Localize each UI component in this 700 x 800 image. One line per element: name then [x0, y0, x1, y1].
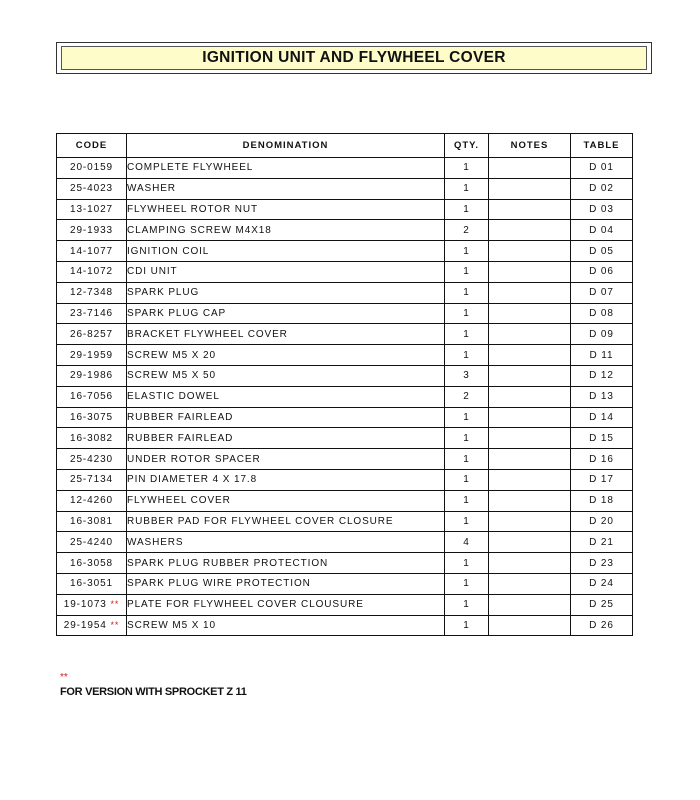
cell-code	[57, 469, 127, 490]
title-frame	[56, 42, 652, 74]
cell-code	[57, 407, 127, 428]
table-row	[57, 594, 633, 615]
code-value: 16-7056	[70, 391, 113, 403]
cell-qty: 2	[445, 220, 489, 241]
cell-denomination: SPARK PLUG	[127, 282, 445, 303]
cell-table: D 26	[571, 615, 633, 636]
cell-qty: 1	[445, 407, 489, 428]
code-value: 25-7134	[70, 474, 113, 486]
cell-qty: 3	[445, 365, 489, 386]
table-row	[57, 449, 633, 470]
cell-code	[57, 324, 127, 345]
version-marker: **	[110, 599, 120, 610]
table-row	[57, 199, 633, 220]
cell-code	[57, 303, 127, 324]
table-row	[57, 261, 633, 282]
code-value: 29-1986	[70, 370, 113, 382]
code-value: 12-4260	[70, 495, 113, 507]
cell-qty: 1	[445, 241, 489, 262]
cell-code	[57, 553, 127, 574]
code-value: 29-1954	[63, 619, 107, 631]
cell-qty: 1	[445, 573, 489, 594]
code-value: 25-4230	[70, 453, 113, 465]
cell-code	[57, 282, 127, 303]
cell-notes	[489, 573, 571, 594]
footnote-marker: **	[60, 672, 68, 683]
header-denomination: DENOMINATION	[127, 134, 445, 158]
cell-table: D 23	[571, 553, 633, 574]
cell-denomination: SPARK PLUG WIRE PROTECTION	[127, 573, 445, 594]
code-value: 29-1959	[70, 349, 113, 361]
cell-qty: 1	[445, 345, 489, 366]
code-value: 26-8257	[70, 328, 113, 340]
cell-denomination: SCREW M5 X 10	[127, 615, 445, 636]
cell-notes	[489, 407, 571, 428]
code-value: 19-1073	[63, 599, 107, 611]
cell-denomination: FLYWHEEL COVER	[127, 490, 445, 511]
cell-notes	[489, 282, 571, 303]
table-row	[57, 178, 633, 199]
cell-table: D 15	[571, 428, 633, 449]
table-row	[57, 158, 633, 179]
code-value: 23-7146	[70, 307, 113, 319]
cell-table: D 21	[571, 532, 633, 553]
code-value: 16-3075	[70, 411, 113, 423]
code-value: 16-3082	[70, 432, 113, 444]
cell-code	[57, 511, 127, 532]
cell-notes	[489, 490, 571, 511]
header-table: TABLE	[571, 134, 633, 158]
cell-table: D 13	[571, 386, 633, 407]
header-qty: QTY.	[445, 134, 489, 158]
cell-code	[57, 449, 127, 470]
cell-table: D 17	[571, 469, 633, 490]
table-row	[57, 324, 633, 345]
cell-notes	[489, 511, 571, 532]
cell-code	[57, 220, 127, 241]
cell-code	[57, 532, 127, 553]
version-marker: **	[110, 619, 120, 630]
cell-notes	[489, 178, 571, 199]
cell-table: D 02	[571, 178, 633, 199]
cell-qty: 2	[445, 386, 489, 407]
cell-notes	[489, 365, 571, 386]
cell-code	[57, 158, 127, 179]
table-header-row	[57, 134, 633, 158]
cell-code	[57, 199, 127, 220]
code-value: 20-0159	[70, 162, 113, 174]
cell-table: D 16	[571, 449, 633, 470]
cell-notes	[489, 469, 571, 490]
table-row	[57, 220, 633, 241]
cell-table: D 24	[571, 573, 633, 594]
cell-table: D 05	[571, 241, 633, 262]
table-row	[57, 615, 633, 636]
cell-table: D 08	[571, 303, 633, 324]
cell-table: D 04	[571, 220, 633, 241]
cell-qty: 1	[445, 469, 489, 490]
code-value: 14-1077	[70, 245, 113, 257]
cell-code	[57, 365, 127, 386]
cell-denomination: PIN DIAMETER 4 X 17.8	[127, 469, 445, 490]
cell-qty: 1	[445, 490, 489, 511]
cell-denomination: RUBBER PAD FOR FLYWHEEL COVER CLOSURE	[127, 511, 445, 532]
cell-denomination: WASHERS	[127, 532, 445, 553]
table-row	[57, 511, 633, 532]
code-value: 16-3081	[70, 515, 113, 527]
cell-notes	[489, 220, 571, 241]
table-row	[57, 407, 633, 428]
cell-qty: 1	[445, 324, 489, 345]
cell-notes	[489, 345, 571, 366]
cell-denomination: IGNITION COIL	[127, 241, 445, 262]
cell-denomination: RUBBER FAIRLEAD	[127, 407, 445, 428]
table-row	[57, 532, 633, 553]
code-value: 16-3058	[70, 557, 113, 569]
cell-code	[57, 615, 127, 636]
cell-code	[57, 345, 127, 366]
cell-denomination: CDI UNIT	[127, 261, 445, 282]
code-value: 14-1072	[70, 266, 113, 278]
table-row	[57, 428, 633, 449]
table-row	[57, 303, 633, 324]
cell-notes	[489, 532, 571, 553]
cell-qty: 1	[445, 449, 489, 470]
code-value: 25-4240	[70, 536, 113, 548]
cell-notes	[489, 428, 571, 449]
cell-denomination: SCREW M5 X 50	[127, 365, 445, 386]
cell-qty: 1	[445, 199, 489, 220]
cell-notes	[489, 241, 571, 262]
cell-code	[57, 573, 127, 594]
cell-denomination: PLATE FOR FLYWHEEL COVER CLOUSURE	[127, 594, 445, 615]
cell-qty: 1	[445, 158, 489, 179]
cell-table: D 03	[571, 199, 633, 220]
cell-code	[57, 428, 127, 449]
cell-notes	[489, 553, 571, 574]
cell-table: D 06	[571, 261, 633, 282]
cell-code	[57, 594, 127, 615]
cell-qty: 1	[445, 615, 489, 636]
table-row	[57, 553, 633, 574]
table-row	[57, 365, 633, 386]
footnote-text: FOR VERSION WITH SPROCKET Z 11	[60, 686, 247, 698]
cell-code	[57, 261, 127, 282]
cell-notes	[489, 449, 571, 470]
cell-notes	[489, 158, 571, 179]
cell-notes	[489, 261, 571, 282]
cell-notes	[489, 594, 571, 615]
code-value: 25-4023	[70, 183, 113, 195]
header-code: CODE	[57, 134, 127, 158]
cell-qty: 1	[445, 282, 489, 303]
cell-denomination: SCREW M5 X 20	[127, 345, 445, 366]
table-row	[57, 490, 633, 511]
cell-denomination: FLYWHEEL ROTOR NUT	[127, 199, 445, 220]
table-row	[57, 386, 633, 407]
cell-denomination: SPARK PLUG CAP	[127, 303, 445, 324]
cell-notes	[489, 199, 571, 220]
cell-denomination: RUBBER FAIRLEAD	[127, 428, 445, 449]
table-body	[57, 158, 633, 636]
cell-denomination: COMPLETE FLYWHEEL	[127, 158, 445, 179]
cell-qty: 1	[445, 178, 489, 199]
cell-table: D 07	[571, 282, 633, 303]
table-row	[57, 469, 633, 490]
cell-denomination: BRACKET FLYWHEEL COVER	[127, 324, 445, 345]
cell-table: D 01	[571, 158, 633, 179]
cell-denomination: ELASTIC DOWEL	[127, 386, 445, 407]
table-row	[57, 573, 633, 594]
cell-code	[57, 178, 127, 199]
cell-qty: 1	[445, 303, 489, 324]
cell-notes	[489, 303, 571, 324]
cell-qty: 1	[445, 511, 489, 532]
cell-code	[57, 386, 127, 407]
cell-table: D 25	[571, 594, 633, 615]
cell-qty: 1	[445, 261, 489, 282]
code-value: 29-1933	[70, 224, 113, 236]
cell-notes	[489, 615, 571, 636]
cell-table: D 14	[571, 407, 633, 428]
code-value: 13-1027	[70, 203, 113, 215]
cell-table: D 09	[571, 324, 633, 345]
cell-qty: 1	[445, 553, 489, 574]
cell-notes	[489, 386, 571, 407]
page-title: IGNITION UNIT AND FLYWHEEL COVER	[61, 46, 647, 70]
cell-code	[57, 490, 127, 511]
cell-qty: 1	[445, 428, 489, 449]
cell-table: D 20	[571, 511, 633, 532]
cell-code	[57, 241, 127, 262]
code-value: 16-3051	[70, 578, 113, 590]
table-row	[57, 282, 633, 303]
header-notes: NOTES	[489, 134, 571, 158]
parts-table	[56, 133, 633, 636]
table-row	[57, 345, 633, 366]
cell-denomination: WASHER	[127, 178, 445, 199]
cell-qty: 4	[445, 532, 489, 553]
cell-table: D 11	[571, 345, 633, 366]
cell-denomination: SPARK PLUG RUBBER PROTECTION	[127, 553, 445, 574]
cell-qty: 1	[445, 594, 489, 615]
cell-denomination: UNDER ROTOR SPACER	[127, 449, 445, 470]
cell-notes	[489, 324, 571, 345]
code-value: 12-7348	[70, 287, 113, 299]
cell-table: D 12	[571, 365, 633, 386]
table-row	[57, 241, 633, 262]
cell-table: D 18	[571, 490, 633, 511]
cell-denomination: CLAMPING SCREW M4X18	[127, 220, 445, 241]
